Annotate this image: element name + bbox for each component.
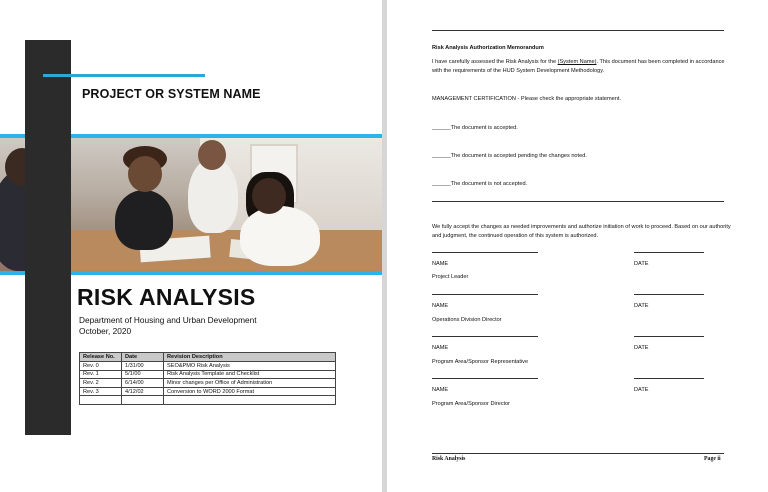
release-cell: Rev. 2 bbox=[80, 379, 122, 388]
name-label: NAME bbox=[432, 387, 449, 393]
release-cell bbox=[80, 396, 122, 405]
option-accepted[interactable]: ______The document is accepted. bbox=[432, 125, 518, 131]
cover-page bbox=[0, 0, 382, 492]
date-cell: 4/12/02 bbox=[122, 387, 164, 396]
table-row bbox=[80, 370, 336, 379]
name-label: NAME bbox=[432, 345, 449, 351]
name-label: NAME bbox=[432, 261, 449, 267]
signer-role: Operations Division Director bbox=[432, 317, 502, 323]
department-name: Department of Housing and Urban Development bbox=[79, 315, 257, 325]
table-row bbox=[80, 387, 336, 396]
table-row bbox=[80, 396, 336, 405]
date-label: DATE bbox=[634, 303, 649, 309]
release-cell: Rev. 0 bbox=[80, 362, 122, 371]
release-cell: Rev. 3 bbox=[80, 387, 122, 396]
document-date: October, 2020 bbox=[79, 326, 132, 336]
system-name-field[interactable]: (System Name) bbox=[557, 59, 597, 65]
header-date: Date bbox=[122, 353, 164, 362]
acceptance-statement: We fully accept the changes as needed improvements and authorize initiation of work to proceed. Based on our authority and judgment, the continued operation of this system is authorized. bbox=[432, 224, 731, 239]
description-cell: Conversion to WORD 2000 Format bbox=[164, 387, 336, 396]
management-certification: MANAGEMENT CERTIFICATION - Please check the appropriate statement. bbox=[432, 96, 622, 102]
intro-text-end: . This document has been completed in accordance with the requirements of the HUD System Development Methodology. bbox=[432, 59, 725, 74]
footer-title: Risk Analysis bbox=[432, 456, 466, 462]
signature-line-name[interactable] bbox=[432, 336, 538, 337]
signature-line-name[interactable] bbox=[432, 294, 538, 295]
name-label: NAME bbox=[432, 303, 449, 309]
description-cell: SEO&PMO Risk Analysis bbox=[164, 362, 336, 371]
date-label: DATE bbox=[634, 345, 649, 351]
option-accepted-pending[interactable]: ______The document is accepted pending the changes noted. bbox=[432, 153, 587, 159]
date-label: DATE bbox=[634, 387, 649, 393]
signer-role: Program Area/Sponsor Director bbox=[432, 401, 511, 407]
memo-top-rule bbox=[432, 30, 724, 31]
table-row bbox=[80, 362, 336, 371]
table-row bbox=[80, 379, 336, 388]
document-title: RISK ANALYSIS bbox=[77, 284, 256, 310]
intro-text: I have carefully assessed the Risk Analysis for the bbox=[432, 59, 558, 65]
revision-table bbox=[79, 352, 336, 405]
signer-role: Project Leader bbox=[432, 274, 469, 280]
description-cell: Risk Analysis Template and Checklist bbox=[164, 370, 336, 379]
page-number: Page ii bbox=[704, 456, 721, 462]
memo-page bbox=[387, 0, 768, 492]
signature-line-name[interactable] bbox=[432, 378, 538, 379]
date-label: DATE bbox=[634, 261, 649, 267]
signer-role: Program Area/Sponsor Representative bbox=[432, 359, 529, 365]
project-title: PROJECT OR SYSTEM NAME bbox=[82, 87, 261, 101]
header-release-no: Release No. bbox=[80, 353, 122, 362]
cover-vertical-bar bbox=[25, 40, 71, 435]
signature-line-date[interactable] bbox=[634, 294, 704, 295]
revision-table-header bbox=[80, 353, 336, 362]
date-cell bbox=[122, 396, 164, 405]
signature-line-name[interactable] bbox=[432, 252, 538, 253]
date-cell: 6/14/00 bbox=[122, 379, 164, 388]
memo-mid-rule bbox=[432, 201, 724, 202]
memo-heading: Risk Analysis Authorization Memorandum bbox=[432, 45, 544, 51]
header-description: Revision Description bbox=[164, 353, 336, 362]
footer-rule bbox=[432, 453, 724, 454]
date-cell: 1/31/00 bbox=[122, 362, 164, 371]
date-cell: 5/1/00 bbox=[122, 370, 164, 379]
signature-line-date[interactable] bbox=[634, 336, 704, 337]
description-cell: Minor changes per Office of Administration bbox=[164, 379, 336, 388]
option-not-accepted[interactable]: ______The document is not accepted. bbox=[432, 181, 528, 187]
signature-line-date[interactable] bbox=[634, 378, 704, 379]
release-cell: Rev. 1 bbox=[80, 370, 122, 379]
description-cell bbox=[164, 396, 336, 405]
signature-line-date[interactable] bbox=[634, 252, 704, 253]
memo-intro bbox=[432, 58, 732, 75]
cover-accent-line bbox=[43, 74, 205, 77]
